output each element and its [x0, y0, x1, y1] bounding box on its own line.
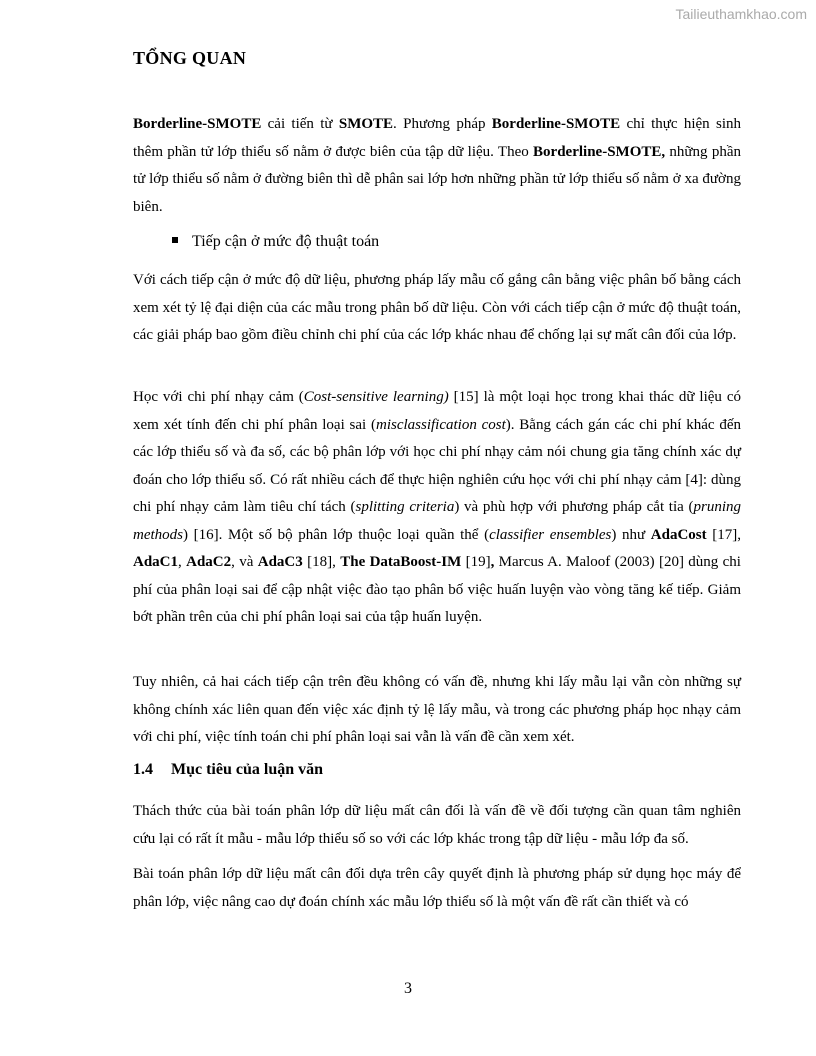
bold-term: AdaC2 — [186, 554, 232, 570]
bold-term: AdaC3 — [257, 554, 303, 570]
paragraph-algorithm-approach: Với cách tiếp cận ở mức độ dữ liệu, phương pháp lấy mẫu cố gắng cân bằng việc phân bố bằng cách xem xét tỷ lệ đại diện của các mẫu trong phân bố dữ liệu. Còn với cách tiếp cận ở mức độ thuật toán, các giải pháp bao gồm điều chỉnh chi phí của các lớp khác nhau để chống lại sự mất cân đối của lớp. — [133, 272, 741, 343]
bold-term: , — [490, 554, 495, 570]
italic-term: misclassification cost — [375, 416, 506, 433]
text: [18], — [302, 554, 341, 570]
bold-term: The DataBoost-IM — [340, 554, 462, 570]
page-number: 3 — [404, 980, 412, 997]
text: . Phương pháp — [393, 116, 492, 132]
bold-term: AdaCost — [650, 526, 707, 543]
bold-term: Borderline-SMOTE — [491, 116, 621, 132]
bold-term: SMOTE — [338, 116, 394, 132]
text: ). Bằng cách gán các chi phí khác đến các lớp thiểu số và đa số, các bộ phân lớp với học chi phí nhạy cảm nói chung gia tăng chính xác dự đoán cho lớp thiểu số. Có rất nhiều cách để thực hiện nghiên cứu học với chi phí nhạy cảm [4]: dùng chi phí nhạy cảm làm tiêu chí tách ( — [133, 416, 741, 515]
text: [15] là một loại học trong khai thác dữ liệu có xem xét tính đến chi phí phân loại sai ( — [133, 389, 741, 433]
text: chỉ thực hiện sinh thêm phần tử lớp thiểu số nằm ở được biên của tập dữ liệu. Theo — [133, 116, 741, 160]
italic-term: Cost-sensitive learning) — [303, 389, 449, 405]
text: ) [16]. Một số bộ phân lớp thuộc loại quần thể ( — [183, 526, 490, 543]
square-bullet-icon — [172, 237, 178, 243]
watermark: Tailieuthamkhao.com — [675, 6, 807, 22]
italic-term: pruning methods — [133, 499, 742, 543]
text: [19] — [461, 554, 491, 570]
section-heading — [133, 761, 323, 779]
bullet-item — [172, 230, 379, 254]
text: , và — [231, 554, 258, 570]
paragraph-both-approaches: Tuy nhiên, cả hai cách tiếp cận trên đều không có vấn đề, nhưng khi lấy mẫu lại vẫn còn những sự không chính xác liên quan đến việc xác định tỷ lệ lấy mẫu, và trong các phương pháp học nhạy cảm với chi phí, việc tính toán chi phí phân loại sai vẫn là vấn đề cần xem xét. — [133, 674, 741, 745]
text: những phần tử lớp thiểu số nằm ở đường biên thì dễ phân sai lớp hơn những phần tử lớp thiểu số nằm ở xa đường biên. — [133, 143, 741, 215]
section-title: Mục tiêu của luận văn — [171, 761, 324, 778]
bold-term: Borderline-SMOTE, — [533, 143, 666, 160]
text: ) như — [611, 526, 651, 543]
paragraph-decision-tree: Bài toán phân lớp dữ liệu mất cân đối dựa trên cây quyết định là phương pháp sử dụng học máy để phân lớp, việc nâng cao dự đoán chính xác mẫu lớp thiểu số là một vấn đề rất cần thiết và có — [133, 866, 741, 910]
paragraph-borderline-smote — [133, 111, 741, 221]
paragraph-cost-sensitive — [133, 384, 741, 632]
text: ) và phù hợp với phương pháp cắt tỉa ( — [454, 499, 694, 515]
bold-term: Borderline-SMOTE — [133, 116, 262, 132]
text: Marcus A. Maloof (2003) [20] dùng chi phí của phân loại sai để cập nhật việc đào tạo phân bố việc huấn luyện vào vòng tăng kế tiếp. Giảm bớt phần trên của chi phí phân loại sai của tập huấn luyện. — [133, 554, 741, 625]
italic-term: classifier ensembles — [489, 526, 612, 543]
paragraph-challenge: Thách thức của bài toán phân lớp dữ liệu mất cân đối là vấn đề về đối tượng cần quan tâm nghiên cứu lại có rất ít mẫu - mẫu lớp thiểu số so với các lớp khác trong tập dữ liệu - mẫu lớp đa số. — [133, 803, 741, 847]
text: Học với chi phí nhạy cảm ( — [133, 389, 304, 405]
text: cải tiến từ — [261, 116, 339, 132]
text: [17], — [706, 526, 741, 543]
section-number: 1.4 — [133, 761, 153, 778]
text: , — [178, 554, 187, 570]
bullet-text: Tiếp cận ở mức độ thuật toán — [192, 233, 380, 250]
page-title: TỔNG QUAN — [133, 48, 247, 68]
italic-term: splitting criteria — [355, 499, 455, 515]
bold-term: AdaC1 — [133, 554, 179, 570]
